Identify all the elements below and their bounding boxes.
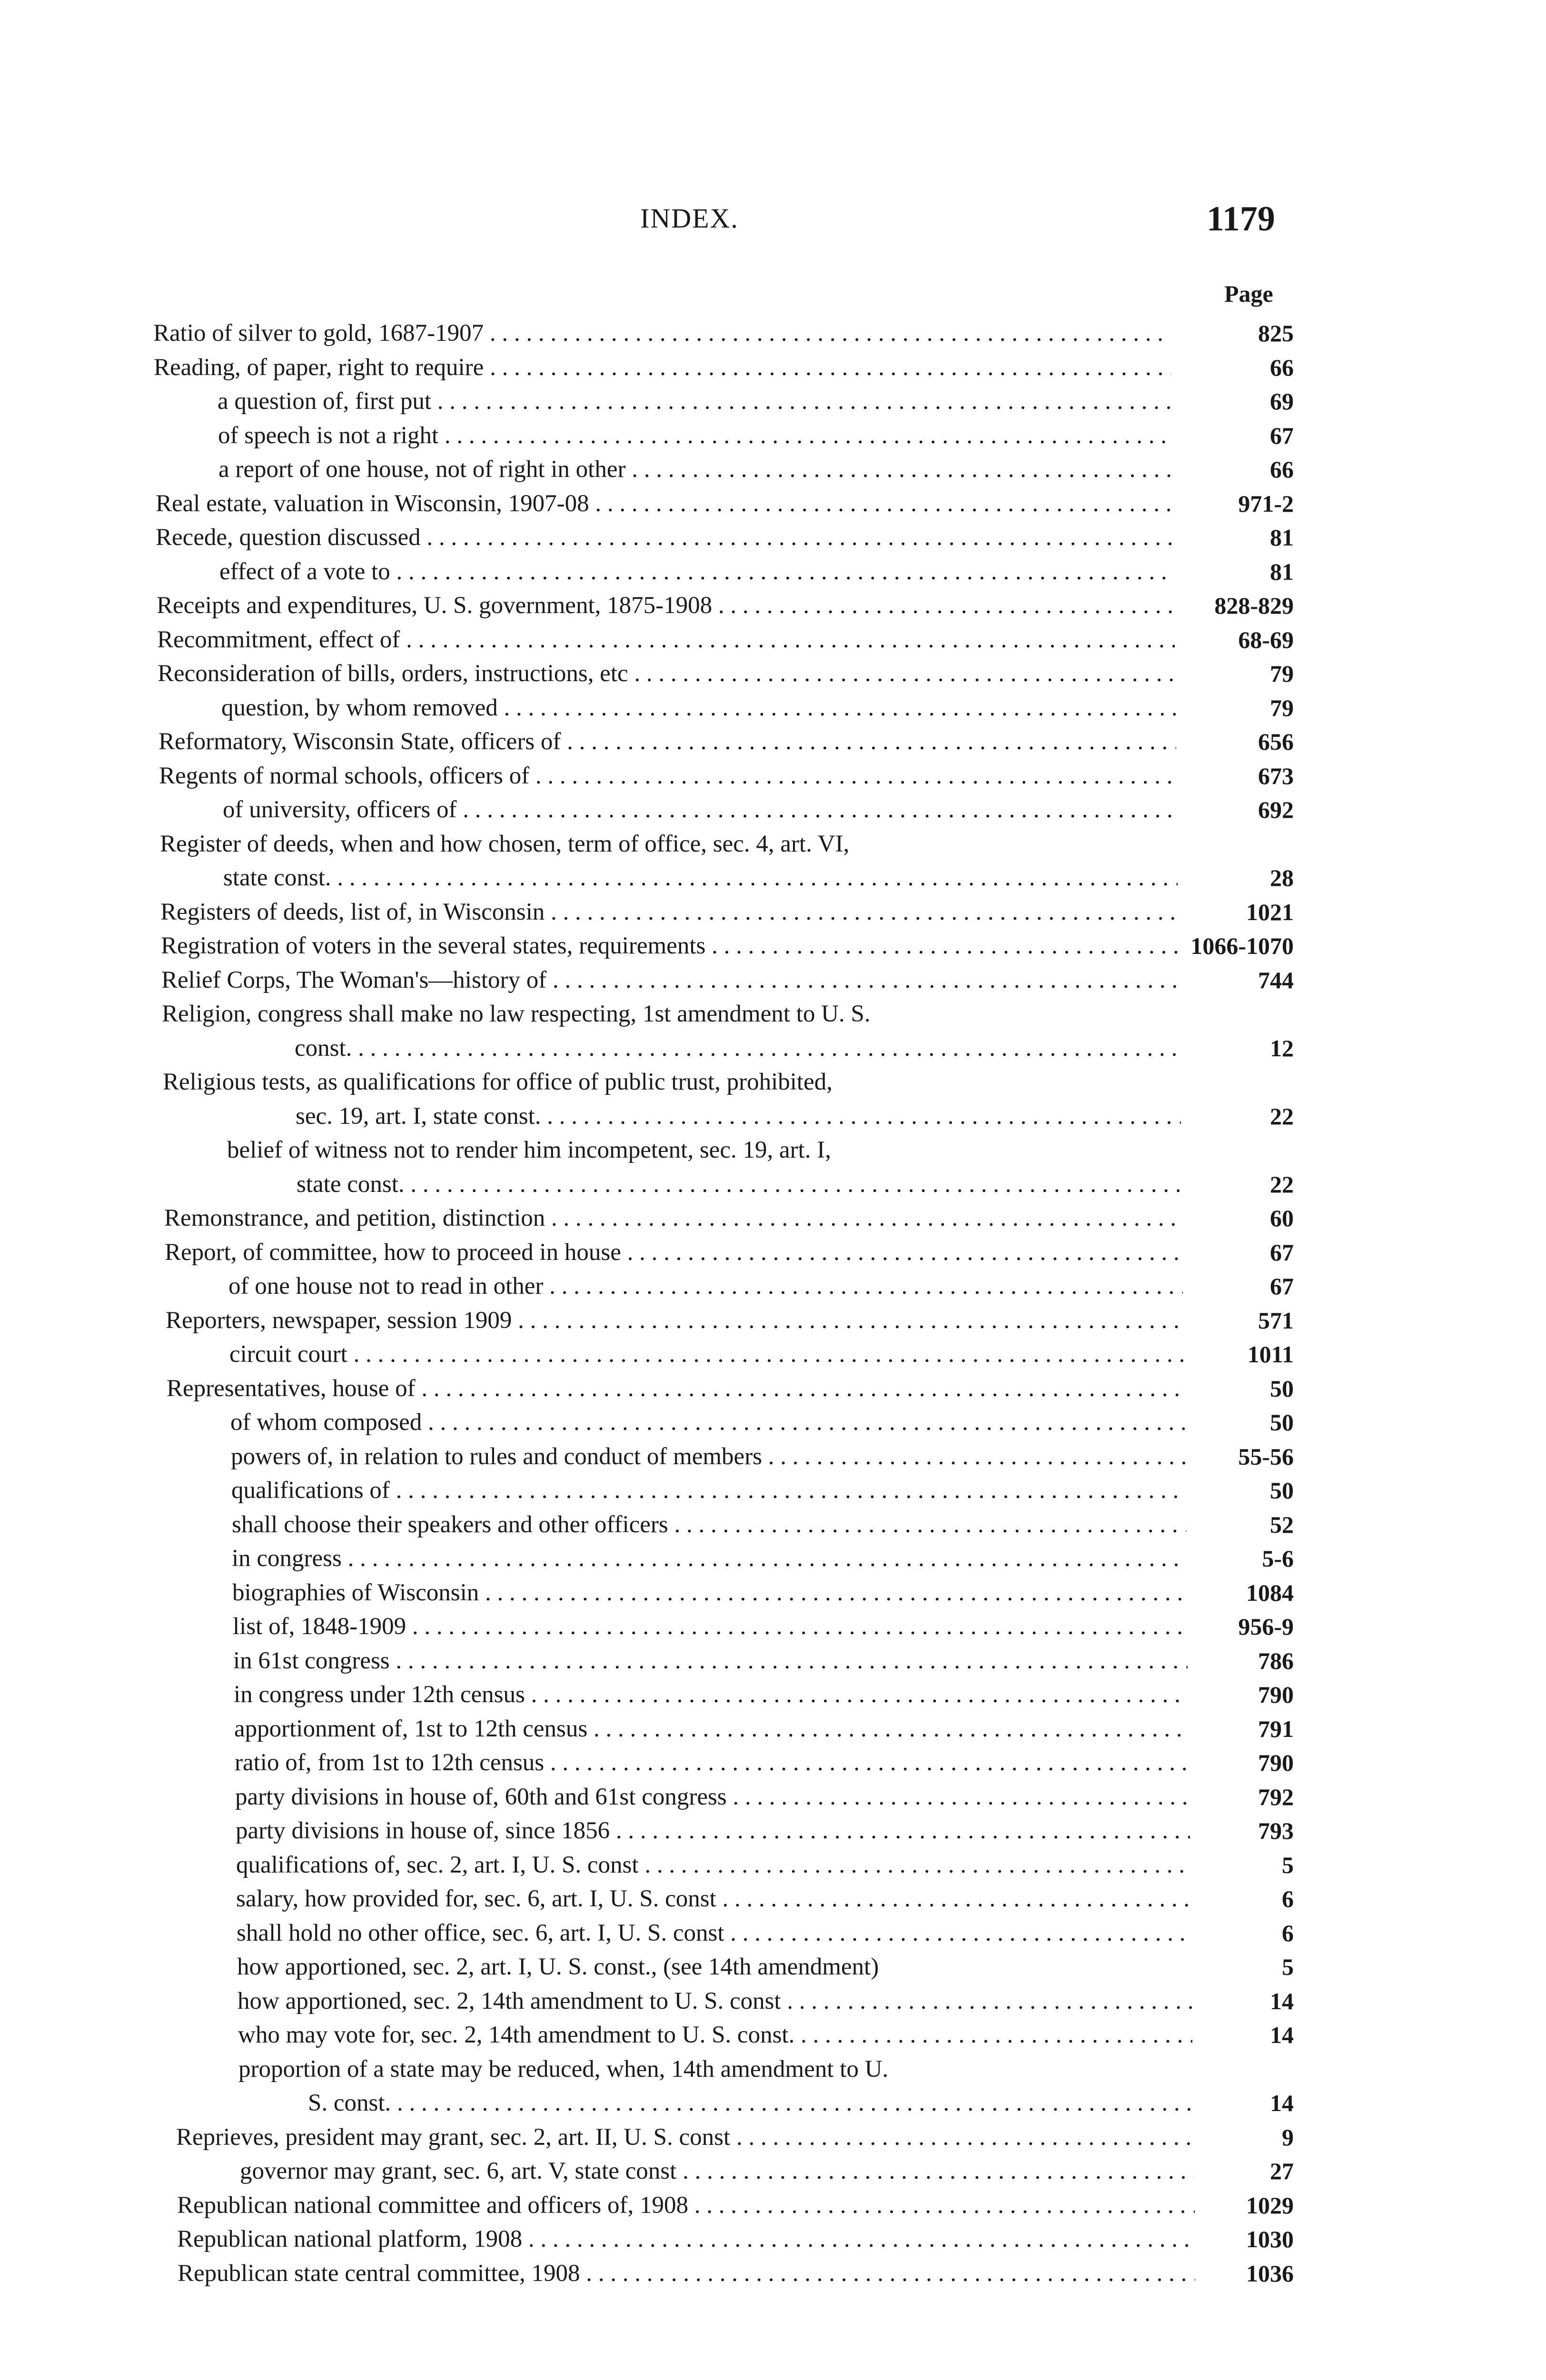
index-entry-text: who may vote for, sec. 2, 14th amendment to U. S. const. . . . — [238, 2018, 1192, 2053]
index-entry-text: circuit court . . . — [229, 1338, 1184, 1372]
index-entry-text: Republican national committee and officers of, 1908 . . . — [177, 2189, 1195, 2223]
index-entry-text: Recede, question discussed . . . — [156, 521, 1173, 555]
index-entry-page: 5 — [1282, 1851, 1294, 1878]
index-entry — [0, 2121, 1546, 2155]
index-entry-text: Religious tests, as qualifications for office of public trust, prohibited, — [163, 1069, 832, 1095]
index-entry-text: Ratio of silver to gold, 1687-1907 . . . — [153, 317, 1171, 351]
index-entry — [0, 1916, 1546, 1951]
index-entry — [0, 1338, 1546, 1372]
index-entry-page: 792 — [1258, 1783, 1294, 1810]
index-entry-text: Report, of committee, how to proceed in house . . . — [165, 1236, 1182, 1270]
index-entry — [0, 385, 1546, 419]
index-entry-page: 790 — [1258, 1749, 1294, 1776]
index-entry — [0, 895, 1546, 930]
index-entry — [0, 317, 1546, 351]
index-entry — [0, 929, 1546, 963]
index-entry-page: 69 — [1270, 388, 1294, 415]
index-entry — [0, 351, 1546, 385]
index-entry — [0, 2018, 1546, 2053]
index-entry — [0, 1168, 1546, 1202]
index-entry-page: 67 — [1270, 422, 1294, 449]
index-entry-page: 55-56 — [1238, 1443, 1294, 1470]
index-entry — [0, 1678, 1546, 1712]
index-entry-page: 656 — [1258, 728, 1294, 755]
index-entry — [0, 1372, 1546, 1406]
index-entry-text: state const. . . . — [223, 861, 1178, 895]
index-entry-page: 14 — [1270, 1987, 1294, 2014]
index-entry-page: 67 — [1270, 1239, 1294, 1266]
index-entry — [0, 1474, 1546, 1508]
index-entry-text: salary, how provided for, sec. 6, art. I, U. S. const . . . — [236, 1882, 1190, 1916]
index-entry-text: how apportioned, sec. 2, art. I, U. S. const., (see 14th amendment) — [237, 1954, 879, 1980]
index-entry-page: 673 — [1258, 762, 1294, 789]
index-entry — [0, 1746, 1546, 1780]
index-entry-text: proportion of a state may be reduced, when, 14th amendment to U. — [238, 2055, 889, 2082]
index-entry — [0, 1269, 1546, 1304]
index-entry-text: qualifications of . . . — [231, 1474, 1186, 1508]
index-entry-text: of speech is not a right . . . — [218, 419, 1172, 453]
index-entry-page: 22 — [1270, 1102, 1294, 1130]
index-entry-text: a report of one house, not of right in other . . . — [218, 453, 1173, 487]
index-entry — [0, 1848, 1546, 1883]
index-entry-page: 1011 — [1247, 1341, 1294, 1368]
index-entry-text: effect of a vote to . . . — [219, 555, 1174, 589]
index-entry-text: Relief Corps, The Woman's—history of . . . — [161, 963, 1179, 998]
index-entry — [0, 1576, 1546, 1610]
index-entry-text: Republican national platform, 1908 . . . — [177, 2222, 1195, 2257]
page-title: INDEX. — [640, 203, 739, 234]
index-entry-page: 692 — [1258, 796, 1294, 823]
index-entry — [0, 1201, 1546, 1236]
index-entry-text: Regents of normal schools, officers of . . . — [159, 759, 1177, 793]
index-entry-page: 828-829 — [1214, 592, 1294, 619]
index-entry-page: 1084 — [1246, 1579, 1294, 1606]
index-entry-page: 50 — [1270, 1409, 1294, 1436]
index-entry-page: 67 — [1270, 1273, 1294, 1299]
index-entry-page: 14 — [1270, 2090, 1294, 2116]
index-entry — [0, 1031, 1546, 1066]
index-entry-text: qualifications of, sec. 2, art. I, U. S. const . . . — [236, 1848, 1190, 1883]
index-entry-page: 22 — [1270, 1170, 1294, 1198]
index-entry — [0, 1950, 1546, 1984]
index-entry-page: 68-69 — [1238, 626, 1294, 653]
index-entry-page: 793 — [1258, 1817, 1294, 1844]
index-entry-text: governor may grant, sec. 6, art. V, state const . . . — [240, 2154, 1194, 2189]
index-entry-page: 50 — [1270, 1477, 1294, 1504]
index-entry-page: 12 — [1270, 1034, 1294, 1061]
index-entry-page: 27 — [1270, 2158, 1294, 2184]
index-entry — [0, 419, 1546, 453]
index-entry-page: 1029 — [1246, 2192, 1294, 2219]
index-entry-text: Receipts and expenditures, U. S. government, 1875-1908 . . . — [157, 589, 1174, 623]
index-entry-text: Reprieves, president may grant, sec. 2, art. II, U. S. const . . . — [176, 2121, 1194, 2155]
index-entry-text: Registration of voters in the several states, requirements . . . — [161, 929, 1179, 963]
index-entry-text: Religion, congress shall make no law respecting, 1st amendment to U. S. — [162, 1001, 871, 1027]
index-entry — [0, 453, 1546, 487]
index-entry — [0, 1814, 1546, 1848]
index-entry-text: Remonstrance, and petition, distinction . . . — [164, 1201, 1182, 1236]
index-entry — [0, 1644, 1546, 1678]
index-entry-page: 1021 — [1246, 898, 1294, 925]
index-entry-page: 956-9 — [1238, 1613, 1294, 1640]
index-entry — [0, 963, 1546, 998]
index-entry — [0, 1440, 1546, 1474]
index-entry-text: ratio of, from 1st to 12th census . . . — [235, 1746, 1189, 1780]
index-entry-page: 786 — [1258, 1647, 1294, 1674]
index-entry — [0, 793, 1546, 827]
index-entry — [0, 1780, 1546, 1815]
index-entry-page: 28 — [1270, 864, 1294, 891]
index-entry — [0, 1236, 1546, 1270]
index-entry-text: of university, officers of . . . — [223, 793, 1177, 827]
index-entry — [0, 1133, 1546, 1168]
index-entry — [0, 1065, 1546, 1100]
index-entry-page: 81 — [1270, 524, 1294, 551]
index-entry-page: 1066-1070 — [1190, 932, 1294, 959]
index-entry — [0, 1610, 1546, 1644]
index-entry-text: Reformatory, Wisconsin State, officers of . . . — [159, 725, 1176, 759]
index-entry-page: 66 — [1270, 456, 1294, 483]
index-entry — [0, 1984, 1546, 2019]
index-entry-text: belief of witness not to render him incompetent, sec. 19, art. I, — [227, 1137, 831, 1163]
index-entry — [0, 2222, 1546, 2257]
index-entry-page: 66 — [1270, 354, 1294, 381]
index-entry — [0, 1304, 1546, 1338]
index-entry — [0, 861, 1546, 895]
index-entry — [0, 2257, 1546, 2291]
index-entry-text: sec. 19, art. I, state const. . . . — [296, 1100, 1181, 1134]
index-entry — [0, 691, 1546, 725]
index-entry-text: biographies of Wisconsin . . . — [232, 1576, 1187, 1610]
index-entry-text: Register of deeds, when and how chosen, term of office, sec. 4, art. VI, — [160, 830, 850, 857]
index-entry-page: 825 — [1258, 320, 1294, 347]
index-entry-page: 14 — [1270, 2022, 1294, 2048]
index-entry-text: state const. . . . — [297, 1168, 1182, 1202]
index-entries — [0, 317, 1546, 2291]
index-entry-page: 5 — [1282, 1954, 1294, 1980]
index-entry-page: 1030 — [1246, 2226, 1294, 2252]
index-entry-page: 9 — [1282, 2123, 1294, 2151]
index-entry — [0, 487, 1546, 521]
index-entry-text: of one house not to read in other . . . — [228, 1269, 1183, 1304]
index-entry — [0, 827, 1546, 862]
index-entry-page: 571 — [1258, 1307, 1294, 1334]
page-number: 1179 — [1207, 199, 1275, 238]
index-entry — [0, 1100, 1546, 1134]
index-entry-text: of whom composed . . . — [230, 1406, 1185, 1440]
index-entry — [0, 1712, 1546, 1746]
index-entry-page: 60 — [1270, 1205, 1294, 1231]
index-entry-text: party divisions in house of, 60th and 61st congress . . . — [235, 1780, 1189, 1815]
index-entry-text: Real estate, valuation in Wisconsin, 1907-08 . . . — [156, 487, 1173, 521]
index-entry-page: 52 — [1270, 1511, 1294, 1538]
index-entry-page: 79 — [1270, 694, 1294, 721]
index-entry — [0, 1542, 1546, 1576]
index-entry-text: Reconsideration of bills, orders, instructions, etc . . . — [158, 657, 1175, 691]
index-entry-text: in 61st congress . . . — [233, 1644, 1188, 1678]
index-entry — [0, 2154, 1546, 2189]
index-entry-page: 744 — [1258, 966, 1294, 993]
index-entry-text: a question of, first put . . . — [218, 385, 1172, 419]
index-entry — [0, 521, 1546, 555]
index-entry-text: powers of, in relation to rules and conduct of members . . . — [231, 1440, 1185, 1474]
index-entry-text: S. const. . . . — [308, 2086, 1193, 2121]
index-entry-page: 6 — [1282, 1919, 1294, 1946]
index-entry — [0, 1882, 1546, 1916]
index-entry — [0, 2189, 1546, 2223]
index-entry-text: Reading, of paper, right to require . . . — [154, 351, 1171, 385]
index-entry-text: shall choose their speakers and other officers . . . — [232, 1508, 1186, 1542]
index-entry-page: 790 — [1258, 1681, 1294, 1708]
index-entry — [0, 657, 1546, 691]
index-entry-page: 5-6 — [1262, 1545, 1294, 1572]
index-entry — [0, 1508, 1546, 1542]
index-entry-page: 6 — [1282, 1885, 1294, 1912]
index-entry-text: const. . . . — [295, 1031, 1180, 1066]
index-entry-text: question, by whom removed . . . — [221, 691, 1176, 725]
index-entry-text: Recommitment, effect of . . . — [157, 623, 1175, 657]
index-entry-page: 79 — [1270, 660, 1294, 687]
index-entry-text: in congress . . . — [232, 1542, 1186, 1576]
index-entry — [0, 2086, 1546, 2121]
index-entry-text: Registers of deeds, list of, in Wisconsin . . . — [160, 895, 1178, 930]
index-entry — [0, 555, 1546, 589]
index-entry — [0, 2053, 1546, 2087]
index-entry-page: 791 — [1258, 1715, 1294, 1742]
index-entry — [0, 759, 1546, 793]
index-entry-text: list of, 1848-1909 . . . — [233, 1610, 1187, 1644]
index-entry-page: 971-2 — [1238, 490, 1294, 517]
index-entry — [0, 623, 1546, 657]
index-entry-page: 81 — [1270, 558, 1294, 585]
index-entry-page: 1036 — [1246, 2260, 1294, 2287]
index-entry-page: 50 — [1270, 1375, 1294, 1402]
index-entry — [0, 1406, 1546, 1440]
index-entry-text: Reporters, newspaper, session 1909 . . . — [166, 1304, 1183, 1338]
index-entry-text: in congress under 12th census . . . — [234, 1678, 1188, 1712]
index-entry — [0, 997, 1546, 1031]
index-entry-text: how apportioned, sec. 2, 14th amendment to U. S. const . . . — [238, 1984, 1192, 2019]
index-entry-text: Republican state central committee, 1908 . . . — [178, 2257, 1195, 2291]
index-entry-text: shall hold no other office, sec. 6, art. I, U. S. const . . . — [237, 1916, 1191, 1951]
index-entry — [0, 725, 1546, 759]
index-entry-text: apportionment of, 1st to 12th census . . . — [234, 1712, 1189, 1746]
index-entry-text: party divisions in house of, since 1856 . . . — [236, 1814, 1190, 1848]
index-entry-text: Representatives, house of . . . — [167, 1372, 1184, 1406]
page-column-heading: Page — [1224, 280, 1273, 307]
index-entry — [0, 589, 1546, 623]
